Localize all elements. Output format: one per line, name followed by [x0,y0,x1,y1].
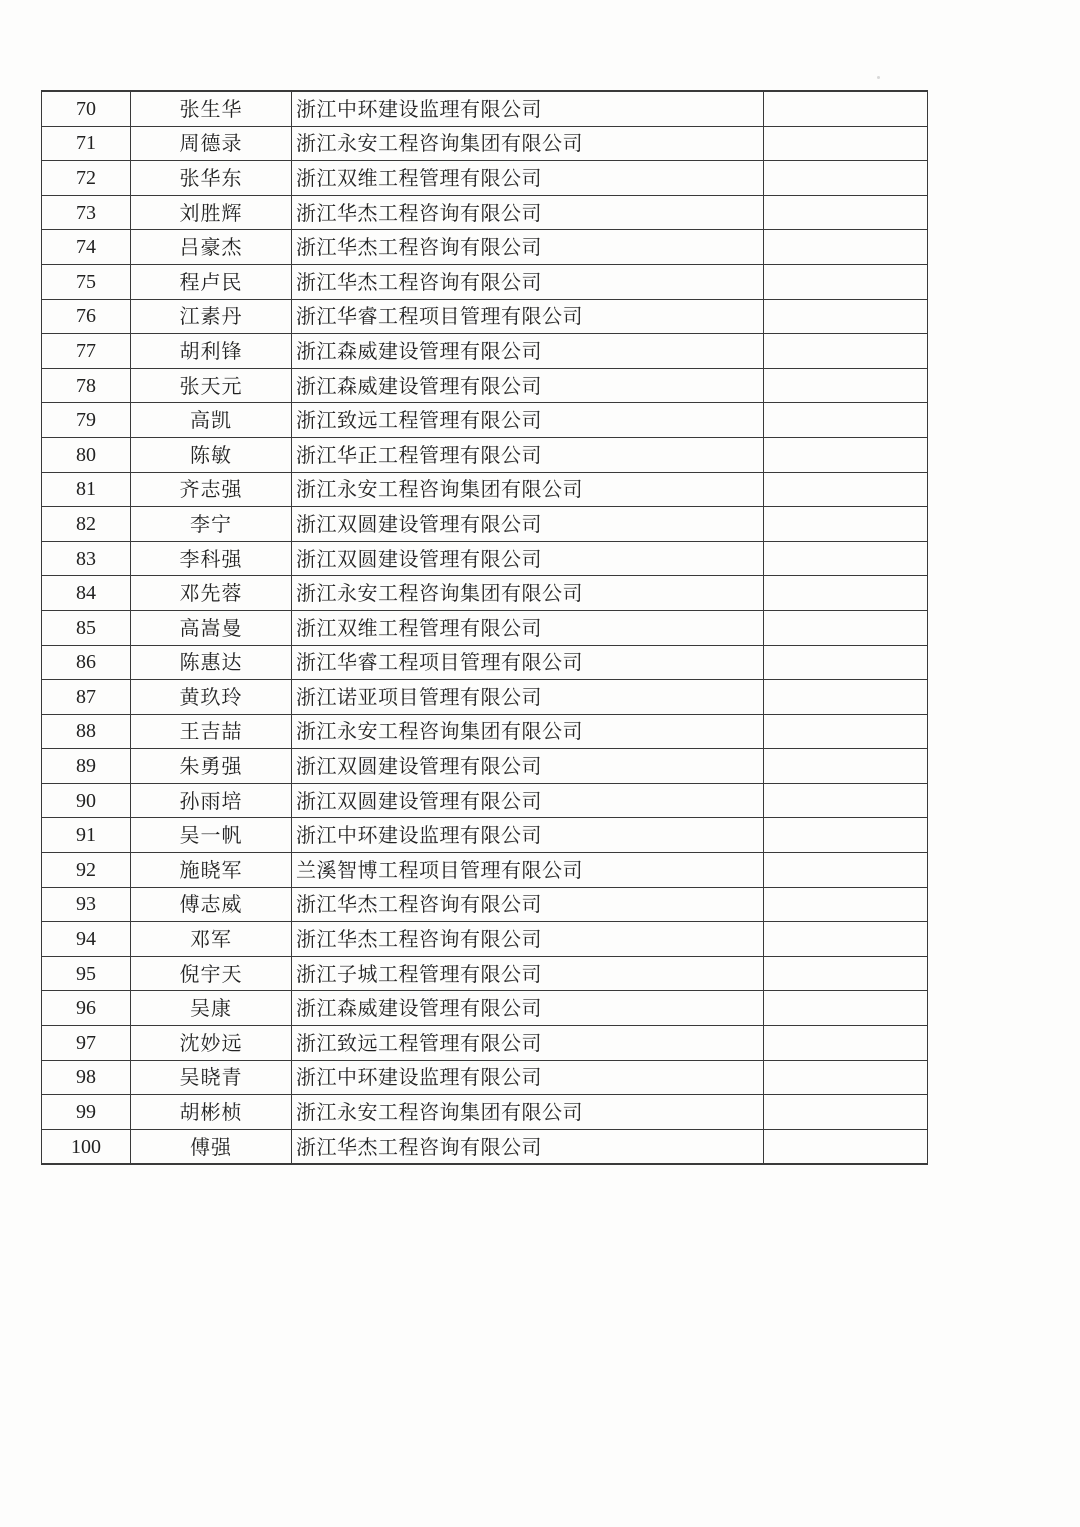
company-name-cell: 浙江双维工程管理有限公司 [292,610,764,645]
table-row [42,922,928,957]
person-name-cell: 张华东 [131,161,292,196]
row-number-cell: 100 [42,1129,131,1164]
row-number-cell: 75 [42,264,131,299]
table-row [42,368,928,403]
row-number-cell: 76 [42,299,131,334]
table-row [42,714,928,749]
row-number-cell: 82 [42,507,131,542]
table-row [42,1129,928,1164]
remarks-cell [764,714,928,749]
table-row [42,91,928,126]
remarks-cell [764,680,928,715]
person-name-cell: 吴康 [131,991,292,1026]
table-row [42,818,928,853]
person-name-cell: 高凯 [131,403,292,438]
table-row [42,991,928,1026]
person-name-cell: 陈敏 [131,437,292,472]
company-name-cell: 浙江子城工程管理有限公司 [292,956,764,991]
company-name-cell: 浙江森威建设管理有限公司 [292,368,764,403]
company-name-cell: 浙江致远工程管理有限公司 [292,403,764,438]
company-name-cell: 浙江华杰工程咨询有限公司 [292,887,764,922]
person-name-cell: 张天元 [131,368,292,403]
table-row [42,1060,928,1095]
table-row [42,680,928,715]
person-name-cell: 张生华 [131,91,292,126]
personnel-table [41,90,928,1165]
company-name-cell: 浙江诺亚项目管理有限公司 [292,680,764,715]
company-name-cell: 浙江华正工程管理有限公司 [292,437,764,472]
row-number-cell: 92 [42,853,131,888]
row-number-cell: 89 [42,749,131,784]
person-name-cell: 齐志强 [131,472,292,507]
row-number-cell: 78 [42,368,131,403]
company-name-cell: 浙江双维工程管理有限公司 [292,161,764,196]
table-body [42,91,928,1164]
remarks-cell [764,230,928,265]
table-row [42,195,928,230]
remarks-cell [764,922,928,957]
table-row [42,645,928,680]
company-name-cell: 浙江华杰工程咨询有限公司 [292,922,764,957]
row-number-cell: 70 [42,91,131,126]
table-row [42,749,928,784]
remarks-cell [764,472,928,507]
person-name-cell: 沈妙远 [131,1026,292,1061]
row-number-cell: 81 [42,472,131,507]
company-name-cell: 浙江双圆建设管理有限公司 [292,541,764,576]
table-row [42,299,928,334]
row-number-cell: 77 [42,334,131,369]
person-name-cell: 朱勇强 [131,749,292,784]
person-name-cell: 施晓军 [131,853,292,888]
scan-dust-mark [877,76,880,79]
row-number-cell: 71 [42,126,131,161]
person-name-cell: 刘胜辉 [131,195,292,230]
company-name-cell: 浙江华睿工程项目管理有限公司 [292,299,764,334]
row-number-cell: 85 [42,610,131,645]
company-name-cell: 浙江中环建设监理有限公司 [292,1060,764,1095]
row-number-cell: 98 [42,1060,131,1095]
row-number-cell: 99 [42,1095,131,1130]
table-row [42,437,928,472]
table-row [42,334,928,369]
remarks-cell [764,91,928,126]
row-number-cell: 86 [42,645,131,680]
remarks-cell [764,437,928,472]
row-number-cell: 73 [42,195,131,230]
row-number-cell: 96 [42,991,131,1026]
person-name-cell: 胡利锋 [131,334,292,369]
person-name-cell: 吴一帆 [131,818,292,853]
row-number-cell: 83 [42,541,131,576]
row-number-cell: 94 [42,922,131,957]
remarks-cell [764,507,928,542]
row-number-cell: 93 [42,887,131,922]
table-row [42,264,928,299]
remarks-cell [764,541,928,576]
remarks-cell [764,1026,928,1061]
remarks-cell [764,853,928,888]
row-number-cell: 80 [42,437,131,472]
remarks-cell [764,368,928,403]
table-row [42,853,928,888]
table-row [42,472,928,507]
row-number-cell: 95 [42,956,131,991]
company-name-cell: 浙江双圆建设管理有限公司 [292,783,764,818]
remarks-cell [764,887,928,922]
company-name-cell: 浙江永安工程咨询集团有限公司 [292,1095,764,1130]
remarks-cell [764,161,928,196]
person-name-cell: 王吉喆 [131,714,292,749]
company-name-cell: 浙江致远工程管理有限公司 [292,1026,764,1061]
remarks-cell [764,1129,928,1164]
row-number-cell: 87 [42,680,131,715]
table-row [42,1095,928,1130]
company-name-cell: 浙江森威建设管理有限公司 [292,991,764,1026]
remarks-cell [764,195,928,230]
company-name-cell: 浙江华杰工程咨询有限公司 [292,264,764,299]
person-name-cell: 陈惠达 [131,645,292,680]
table-row [42,610,928,645]
remarks-cell [764,991,928,1026]
person-name-cell: 倪宇天 [131,956,292,991]
company-name-cell: 浙江华睿工程项目管理有限公司 [292,645,764,680]
remarks-cell [764,749,928,784]
person-name-cell: 李科强 [131,541,292,576]
remarks-cell [764,1095,928,1130]
remarks-cell [764,783,928,818]
row-number-cell: 74 [42,230,131,265]
table-row [42,230,928,265]
row-number-cell: 91 [42,818,131,853]
person-name-cell: 程卢民 [131,264,292,299]
table-row [42,507,928,542]
row-number-cell: 88 [42,714,131,749]
remarks-cell [764,126,928,161]
person-name-cell: 李宁 [131,507,292,542]
remarks-cell [764,334,928,369]
person-name-cell: 孙雨培 [131,783,292,818]
remarks-cell [764,576,928,611]
table-row [42,126,928,161]
remarks-cell [764,264,928,299]
company-name-cell: 浙江华杰工程咨询有限公司 [292,230,764,265]
remarks-cell [764,956,928,991]
remarks-cell [764,403,928,438]
remarks-cell [764,299,928,334]
row-number-cell: 79 [42,403,131,438]
table-row [42,1026,928,1061]
person-name-cell: 周德录 [131,126,292,161]
table-row [42,541,928,576]
remarks-cell [764,1060,928,1095]
table-row [42,161,928,196]
company-name-cell: 浙江中环建设监理有限公司 [292,818,764,853]
company-name-cell: 浙江华杰工程咨询有限公司 [292,195,764,230]
person-name-cell: 高嵩曼 [131,610,292,645]
company-name-cell: 浙江中环建设监理有限公司 [292,91,764,126]
person-name-cell: 傅强 [131,1129,292,1164]
person-name-cell: 吴晓青 [131,1060,292,1095]
person-name-cell: 邓军 [131,922,292,957]
table-row [42,783,928,818]
company-name-cell: 浙江永安工程咨询集团有限公司 [292,714,764,749]
remarks-cell [764,645,928,680]
table-row [42,576,928,611]
company-name-cell: 浙江永安工程咨询集团有限公司 [292,472,764,507]
person-name-cell: 傅志威 [131,887,292,922]
row-number-cell: 72 [42,161,131,196]
table-row [42,956,928,991]
person-name-cell: 吕豪杰 [131,230,292,265]
person-name-cell: 江素丹 [131,299,292,334]
table-row [42,887,928,922]
company-name-cell: 浙江永安工程咨询集团有限公司 [292,576,764,611]
company-name-cell: 兰溪智博工程项目管理有限公司 [292,853,764,888]
person-name-cell: 黄玖玲 [131,680,292,715]
table-row [42,403,928,438]
remarks-cell [764,818,928,853]
company-name-cell: 浙江双圆建设管理有限公司 [292,507,764,542]
remarks-cell [764,610,928,645]
person-name-cell: 邓先蓉 [131,576,292,611]
company-name-cell: 浙江双圆建设管理有限公司 [292,749,764,784]
company-name-cell: 浙江华杰工程咨询有限公司 [292,1129,764,1164]
company-name-cell: 浙江永安工程咨询集团有限公司 [292,126,764,161]
row-number-cell: 97 [42,1026,131,1061]
company-name-cell: 浙江森威建设管理有限公司 [292,334,764,369]
row-number-cell: 90 [42,783,131,818]
row-number-cell: 84 [42,576,131,611]
person-name-cell: 胡彬桢 [131,1095,292,1130]
